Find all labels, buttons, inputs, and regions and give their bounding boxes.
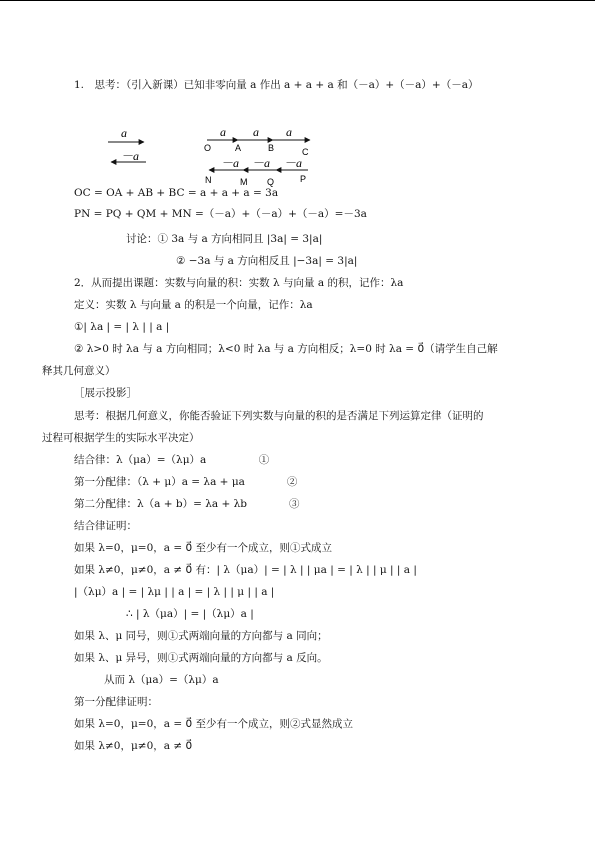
vector-AB-label: a xyxy=(253,125,259,139)
law-associative: 结合律：λ（μa）=（λμ）a ① xyxy=(74,454,270,466)
point-C: C xyxy=(302,147,309,157)
proof-case-zero: 如果 λ=0，μ=0，a = 0⃗ 至少有一个成立，则①式成立 xyxy=(74,542,333,554)
projection-note: ［展示投影］ xyxy=(74,387,137,399)
equation-OC: OC = OA + AB + BC = a + a + a = 3a xyxy=(74,187,279,199)
proof-opposite-sign: 如果 λ、μ 异号，则①式两端向量的方向都与 a 反向。 xyxy=(74,652,328,664)
point-A: A xyxy=(235,143,242,153)
discussion-1: 讨论：① 3a 与 a 方向相同且 |3a| = 3|a| xyxy=(126,233,323,245)
point-P: P xyxy=(300,174,307,184)
discussion-2: ② −3a 与 a 方向相反且 |−3a| = 3|a| xyxy=(176,255,358,267)
proof-therefore: ∴ | λ（μa）| = |（λμ）a | xyxy=(126,608,254,620)
think-line: 思考：根据几何意义，你能否验证下列实数与向量的积的是否满足下列运算定律（证明的 xyxy=(74,410,484,422)
think-line-cont: 过程可根据学生的实际水平决定） xyxy=(42,432,200,444)
page-top-rule xyxy=(0,0,595,1)
point-M: M xyxy=(240,177,248,187)
point-B: B xyxy=(268,143,275,153)
proof-case-nonzero: 如果 λ≠0，μ≠0，a ≠ 0⃗ 有：| λ（μa）| = | λ | | μa | = | λ | | μ | | a | xyxy=(74,564,417,576)
proof-conclusion: 从而 λ（μa）=（λμ）a xyxy=(104,674,219,686)
point-Q: Q xyxy=(267,177,275,187)
proof-associative-title: 结合律证明： xyxy=(74,520,137,532)
definition-line: 定义：实数 λ 与向量 a 的积是一个向量，记作：λa xyxy=(74,299,313,311)
property-2: ② λ>0 时 λa 与 a 方向相同；λ<0 时 λa 与 a 方向相反；λ=0 时 λa = 0⃗（请学生自己解 xyxy=(74,343,498,355)
vector-OA-label: a xyxy=(220,125,226,139)
vector-MN-label: －a xyxy=(221,156,240,170)
proof-distributive-zero: 如果 λ=0，μ=0，a = 0⃗ 至少有一个成立，则②式显然成立 xyxy=(74,718,354,730)
vector-neg-a-label: －a xyxy=(121,149,140,163)
property-1: ①| λa | = | λ | | a | xyxy=(74,321,170,333)
equation-PN: PN = PQ + QM + MN =（－a）+（－a）+（－a）=－3a xyxy=(74,208,367,220)
point-O: O xyxy=(204,143,212,153)
vector-BC-label: a xyxy=(286,125,292,139)
vector-PQ-label: －a xyxy=(284,156,303,170)
proof-distributive-title: 第一分配律证明： xyxy=(74,696,158,708)
topic-line: 2．从而提出课题：实数与向量的积：实数 λ 与向量 a 的积，记作：λa xyxy=(74,277,404,289)
proof-distributive-nonzero: 如果 λ≠0，μ≠0，a ≠ 0⃗ xyxy=(74,740,193,752)
law-distributive-1: 第一分配律：（λ + μ）a = λa + μa ② xyxy=(74,476,298,488)
proof-magnitude: |（λμ）a | = | λμ | | a | = | λ | | μ | | a | xyxy=(74,586,275,598)
law-distributive-2: 第二分配律：λ（a + b）= λa + λb ③ xyxy=(74,498,300,510)
proof-same-sign: 如果 λ、μ 同号，则①式两端向量的方向都与 a 同向； xyxy=(74,630,328,642)
point-N: N xyxy=(205,175,212,185)
vector-figure xyxy=(0,0,595,200)
vector-a-label: a xyxy=(121,126,127,140)
question-line: 1. 思考：（引入新课）已知非零向量 a 作出 a + a + a 和（－a）+（－a）+（－a） xyxy=(74,79,479,91)
property-2-cont: 释其几何意义） xyxy=(42,365,116,377)
vector-QM-label: －a xyxy=(252,156,271,170)
